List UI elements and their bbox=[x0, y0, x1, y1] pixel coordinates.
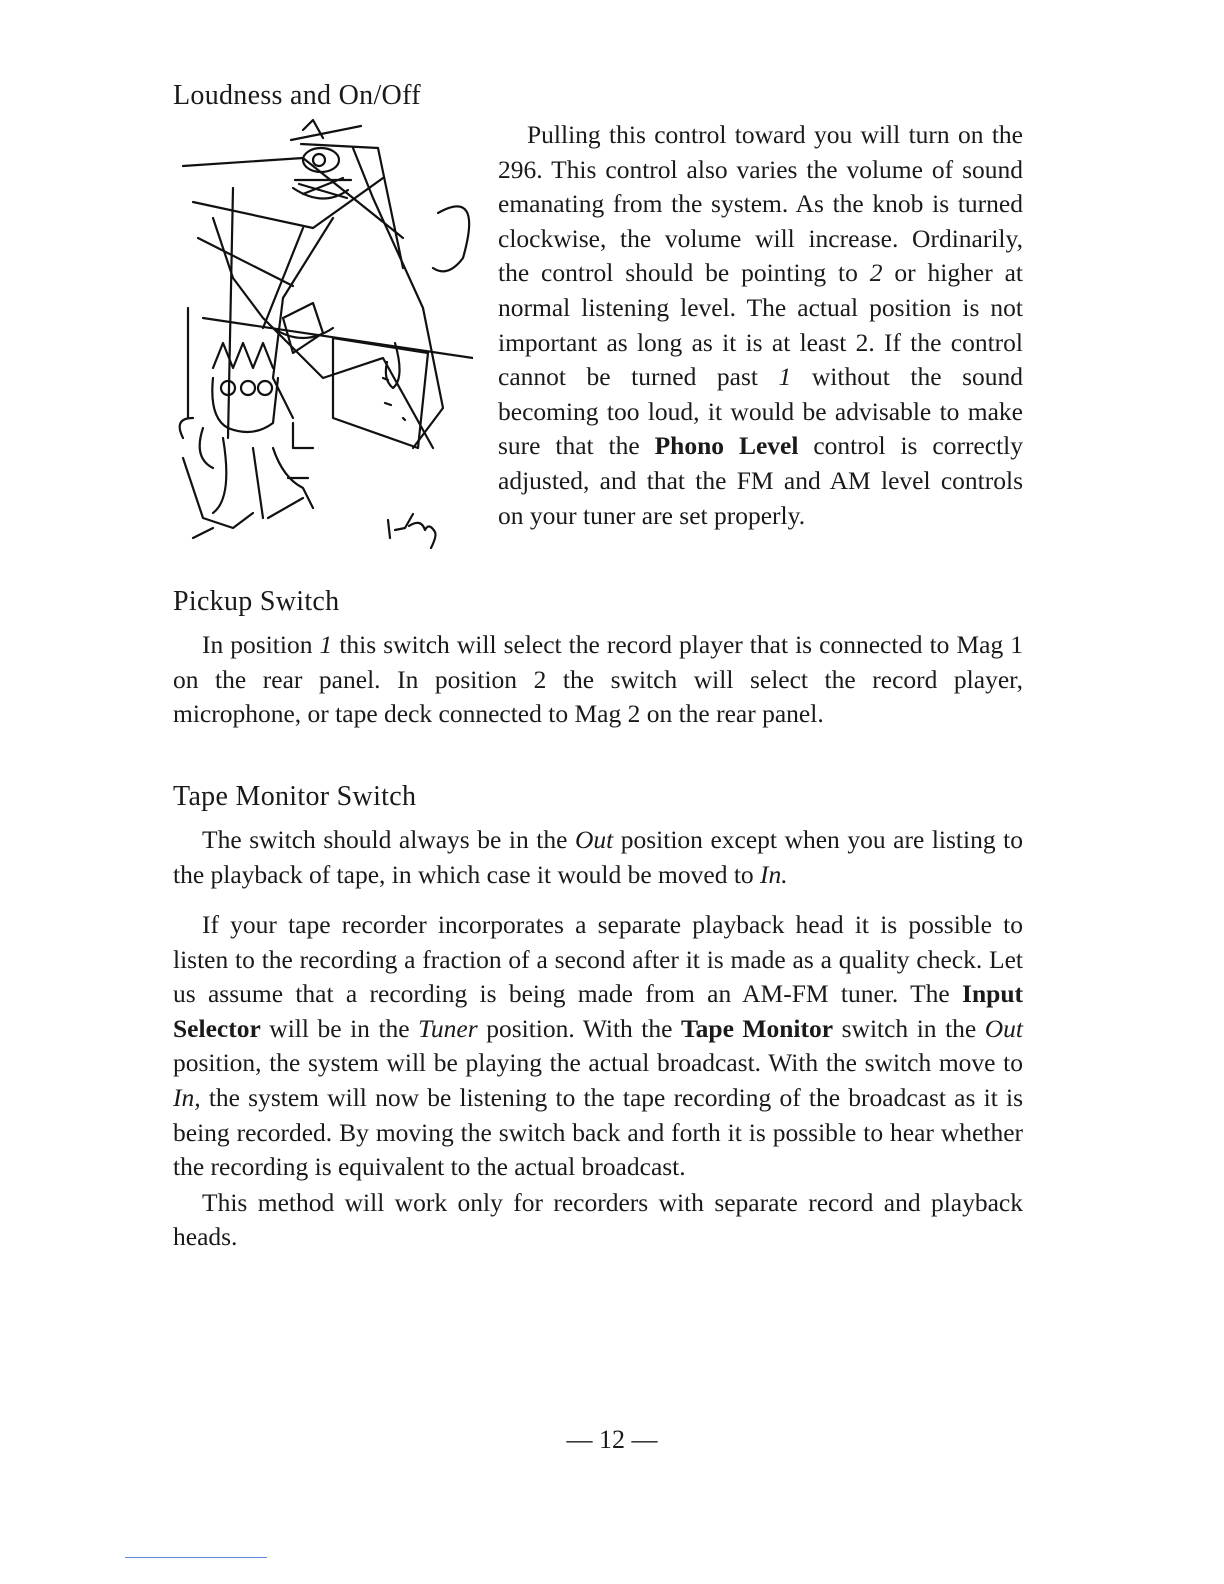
section-tape-monitor bbox=[173, 775, 1023, 1255]
text-run: switch in the bbox=[833, 1013, 985, 1043]
document-page bbox=[173, 70, 1023, 1255]
text-run: or higher at normal listening level. The actual position is not important as long as it is at least 2. If the control cannot be turned past bbox=[498, 258, 1023, 392]
text-run: without the sound becoming too loud, it would be advisable to make sure that the bbox=[498, 362, 1024, 461]
paragraph-tape-monitor-1 bbox=[173, 823, 1023, 892]
text-run-italic: 2 bbox=[869, 258, 883, 288]
paragraph-tape-monitor-2 bbox=[173, 908, 1023, 1185]
section-heading-tape-monitor: Tape Monitor Switch bbox=[173, 780, 417, 812]
text-run: The switch should always be in the bbox=[202, 824, 575, 854]
section-pickup-switch bbox=[173, 580, 1023, 732]
paragraph-tape-monitor-3 bbox=[173, 1186, 1023, 1255]
text-run-bold: Input Selector bbox=[173, 979, 1023, 1043]
section-heading-loudness: Loudness and On/Off bbox=[173, 80, 421, 111]
text-run: the system will now be listening to the tape recording of the broadcast as it is being recorded. By moving the switch back and forth it is possible to hear whether the recording is equivalent to the actual broadcast. bbox=[173, 1083, 1023, 1182]
text-run: position except when you are listing to the playback of tape, in which case it would be moved to bbox=[173, 824, 1023, 889]
text-run: If your tape recorder incorporates a separate playback head it is possible to listen to the recording a fraction of a second after it is made as a quality check. Let us assume that a recording is being made from an AM-FM tuner. The bbox=[173, 910, 1023, 1009]
text-run-italic: 1 bbox=[319, 630, 333, 660]
text-run-italic: Tuner bbox=[418, 1013, 478, 1043]
text-run-italic: In, bbox=[173, 1083, 201, 1113]
text-run: position, the system will be playing the actual broadcast. With the switch move to bbox=[173, 1048, 1023, 1078]
text-run-italic: In. bbox=[760, 859, 788, 889]
paragraph-pickup bbox=[173, 628, 1023, 732]
text-run-italic: Out bbox=[574, 824, 614, 854]
text-run-bold: Phono Level bbox=[654, 431, 799, 461]
text-run: will be in the bbox=[260, 1013, 419, 1043]
text-run: control is correctly adjusted, and that the FM and AM level controls on your tuner are set properly. bbox=[498, 431, 1023, 530]
text-run-bold: Tape Monitor bbox=[680, 1013, 834, 1043]
text-run: this switch will select the record player that is connected to Mag 1 on the rear panel. In position 2 the switch will select the record player, microphone, or tape deck connected to Mag 2 on the rear panel. bbox=[173, 630, 1023, 729]
text-run: In position bbox=[202, 630, 320, 660]
text-run: position. With the bbox=[477, 1013, 681, 1043]
text-run: Pulling this control toward you will turn on the 296. This control also varies the volume of sound emanating from the system. As the knob is turned clockwise, the volume will increase. Ordinarily, the control should be pointing to bbox=[498, 120, 1023, 288]
page-number: — 12 — bbox=[566, 1425, 658, 1454]
text-run: This method will work only for recorders with separate record and playback heads. bbox=[173, 1187, 1023, 1252]
cartoon-illustration-icon bbox=[173, 118, 478, 553]
footer-rule bbox=[125, 1557, 267, 1558]
section-loudness bbox=[173, 74, 1023, 533]
text-run-italic: 1 bbox=[778, 362, 792, 392]
text-run-italic: Out bbox=[984, 1013, 1023, 1043]
section-heading-pickup: Pickup Switch bbox=[173, 586, 340, 618]
